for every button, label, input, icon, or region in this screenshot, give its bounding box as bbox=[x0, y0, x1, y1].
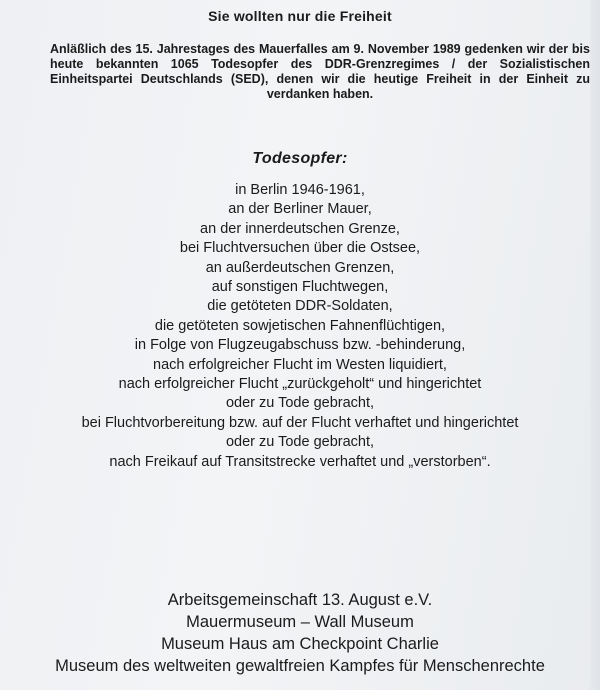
victims-list bbox=[0, 181, 600, 472]
victims-heading: Todesopfer: bbox=[252, 150, 348, 167]
victims-line: die getöteten DDR-Soldaten, bbox=[207, 298, 393, 315]
victims-line: an der innerdeutschen Grenze, bbox=[200, 220, 400, 237]
victims-line: bei Fluchtversuchen über die Ostsee, bbox=[179, 240, 421, 257]
victims-line: nach erfolgreicher Flucht im Westen liquidiert, bbox=[153, 356, 447, 373]
victims-line: in Folge von Flugzeugabschuss bzw. -behinderung, bbox=[134, 337, 466, 354]
victims-line: oder zu Tode gebracht, bbox=[225, 434, 375, 451]
victims-line: nach Freikauf auf Transitstrecke verhaftet und „verstorben“. bbox=[109, 453, 491, 470]
plaque-title: Sie wollten nur die Freiheit bbox=[208, 8, 392, 24]
victims-line: bei Fluchtvorbereitung bzw. auf der Flucht verhaftet und hingerichtet bbox=[81, 414, 519, 431]
victims-line: oder zu Tode gebracht, bbox=[225, 395, 375, 412]
victims-line: nach erfolgreicher Flucht „zurückgeholt“ und hingerichtet bbox=[118, 376, 482, 393]
organization-name: Mauermuseum – Wall Museum bbox=[186, 613, 414, 631]
victims-line: in Berlin 1946-1961, bbox=[235, 182, 365, 198]
victims-line: an der Berliner Mauer, bbox=[228, 201, 372, 218]
victims-line: an außerdeutschen Grenzen, bbox=[205, 259, 395, 276]
organization-name: Arbeitsgemeinschaft 13. August e.V. bbox=[167, 591, 433, 609]
organizations-list bbox=[0, 589, 600, 677]
victims-line: auf sonstigen Fluchtwegen, bbox=[211, 279, 389, 296]
organization-name: Museum Haus am Checkpoint Charlie bbox=[161, 635, 439, 653]
intro-paragraph: Anläßlich des 15. Jahrestages des Mauerfalles am 9. November 1989 gedenken wir der bis heute bekannten 1065 Todesopfer des DDR-Grenzregimes / der Sozialistischen Einheitspartei Deutschlands (SED), denen wir die heutige Freiheit in der Einheit zu verdanken haben. bbox=[50, 42, 590, 101]
victims-line: die getöteten sowjetischen Fahnenflüchtigen, bbox=[154, 317, 446, 334]
organization-name: Museum des weltweiten gewaltfreien Kampfes für Menschenrechte bbox=[55, 657, 545, 675]
